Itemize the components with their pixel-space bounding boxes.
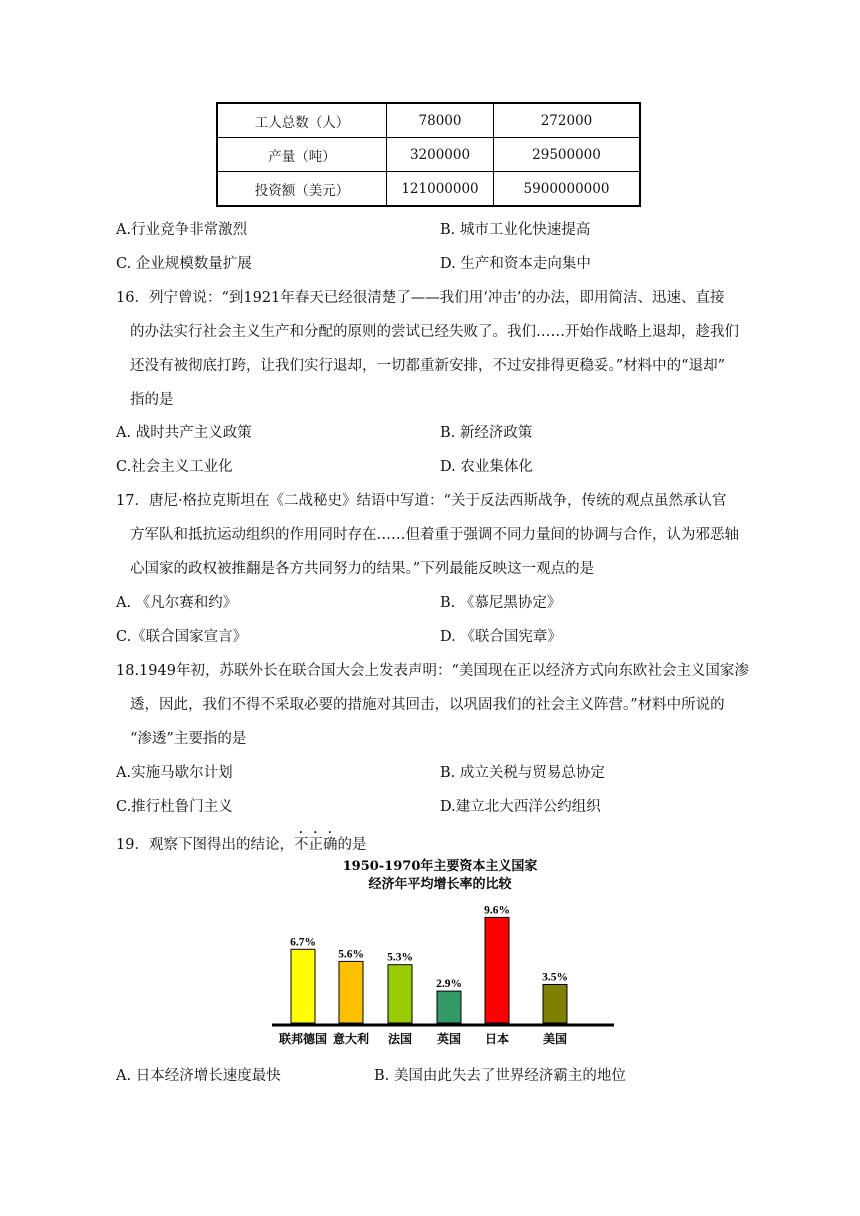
q17-option-c: C.《联合国家宣言》 [116,629,248,645]
q16-option-b: B. 新经济政策 [440,425,533,441]
q18-stem-line: 18.1949年初，苏联外长在联合国大会上发表声明：“美国现在正以经济方式向东欧社会主义国家渗 [116,663,749,679]
q16-stem-line: 16．列宁曾说：“到1921年春天已经很清楚了——我们用‘冲击’的办法，即用简洁、迅速、直接 [116,290,725,306]
chart-bar [388,965,412,1023]
table-row [217,138,640,172]
chart-category-label: 英国 [436,1032,462,1046]
chart-bar [437,991,461,1023]
table-cell: 121000000 [387,172,494,207]
chart-data-label: 2.9% [436,978,462,991]
chart-bar [339,961,363,1023]
q17-stem-line: 心国家的政权被推翻是各方共同努力的结果。”下列最能反映这一观点的是 [130,561,595,577]
table-row [217,172,640,207]
table-cell: 工人总数（人） [217,103,387,138]
q16-option-d: D. 农业集体化 [440,459,533,475]
q15-option-a: A.行业竞争非常激烈 [116,222,248,238]
table-cell: 78000 [387,103,494,138]
q19-stem-emphasis: 不正确 [293,837,338,853]
q17-option-d: D. 《联合国宪章》 [440,629,562,645]
chart-title-line-1: 1950-1970年主要资本主义国家 [342,859,538,874]
q16-option-a: A. 战时共产主义政策 [116,425,252,441]
table-row [217,103,640,138]
data-table [216,102,641,207]
table-cell: 29500000 [494,138,641,172]
table-cell: 5900000000 [494,172,641,207]
q17-stem-line: 17．唐尼·格拉克斯坦在《二战秘史》结语中写道：“关于反法西斯战争，传统的观点虽然承认官 [116,493,727,509]
q16-stem-line: 的办法实行社会主义生产和分配的原则的尝试已经失败了。我们……开始作战略上退却，趁我们 [130,324,739,340]
chart-data-label: 9.6% [484,904,510,917]
chart-category-label: 日本 [484,1032,510,1046]
q19-stem [116,829,366,854]
chart-category-label: 联邦德国 [278,1032,328,1046]
chart-category-label: 法国 [387,1032,413,1046]
chart-data-label: 5.3% [387,951,413,964]
q16-stem-line: 指的是 [130,392,174,408]
table-cell: 3200000 [387,138,494,172]
q17-stem-line: 方军队和抵抗运动组织的作用同时存在……但着重于强调不同力量间的协调与合作，认为邪恶轴 [130,527,739,543]
q15-option-d: D. 生产和资本走向集中 [440,256,591,272]
q15-option-c: C. 企业规模数量扩展 [116,256,252,272]
q17-option-a: A. 《凡尔赛和约》 [116,595,238,611]
q19-stem-prefix: 19．观察下图得出的结论， [116,837,294,853]
table-cell: 产量（吨） [217,138,387,172]
chart-data-label: 5.6% [338,948,364,961]
q19-option-a: A. 日本经济增长速度最快 [116,1068,281,1084]
chart-bar [291,949,315,1023]
table-cell: 投资额（美元） [217,172,387,207]
q19-option-b: B. 美国由此失去了世界经济霸主的地位 [374,1068,626,1084]
chart-data-label: 6.7% [290,936,316,949]
growth-rate-bar-chart [260,852,620,1052]
q15-option-b: B. 城市工业化快速提高 [440,222,591,238]
q18-option-b: B. 成立关税与贸易总协定 [440,765,605,781]
q18-option-d: D.建立北大西洋公约组织 [440,799,601,815]
chart-data-label: 3.5% [542,971,568,984]
q18-stem-line: “渗透”主要指的是 [130,731,247,747]
chart-title-line-2: 经济年平均增长率的比较 [368,877,512,892]
chart-bar [485,917,509,1023]
q16-stem-line: 还没有被彻底打跨，让我们实行退却，一切都重新安排，不过安排得更稳妥。”材料中的“退却” [130,358,725,374]
chart-bar [543,985,567,1024]
q17-option-b: B. 《慕尼黑协定》 [440,595,562,611]
chart-category-label: 美国 [542,1032,568,1046]
q18-option-c: C.推行杜鲁门主义 [116,799,233,815]
q18-option-a: A.实施马歇尔计划 [116,765,233,781]
q19-stem-suffix: 的是 [337,837,367,853]
q18-stem-line: 透，因此，我们不得不采取必要的措施对其回击，以巩固我们的社会主义阵营。”材料中所说的 [130,697,725,713]
chart-category-label: 意大利 [332,1032,370,1046]
q16-option-c: C.社会主义工业化 [116,459,233,475]
table-cell: 272000 [494,103,641,138]
